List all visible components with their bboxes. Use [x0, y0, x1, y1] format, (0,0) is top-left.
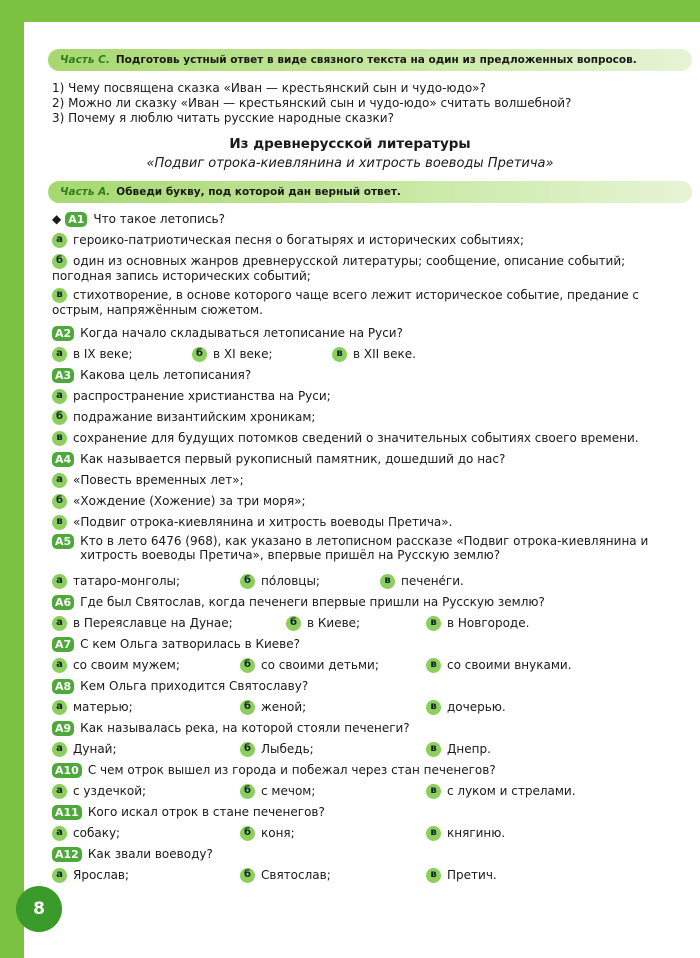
option-text: женой;	[261, 700, 307, 714]
answer-option[interactable]	[52, 389, 331, 404]
answer-option[interactable]	[380, 574, 464, 589]
option-text: татаро-монголы;	[73, 574, 181, 588]
option-letter[interactable]: а	[52, 868, 67, 883]
answer-option[interactable]	[52, 574, 180, 589]
question-text: Как называлась река, на которой стояли печенеги?	[80, 721, 410, 735]
option-text: печене́ги.	[401, 574, 464, 588]
option-text: с луком и стрелами.	[447, 784, 576, 798]
answer-option[interactable]	[52, 515, 452, 530]
option-text: Ярослав;	[73, 868, 130, 882]
answer-option[interactable]	[52, 826, 120, 841]
green-top-strip	[24, 0, 700, 22]
part-c-question-2: 2) Можно ли сказку «Иван — крестьянский сын и чудо-юдо» считать волшебной?	[52, 96, 572, 110]
answer-option[interactable]	[52, 410, 315, 425]
question-text: Где был Святослав, когда печенеги впервые пришли на Русскую землю?	[80, 595, 545, 609]
answer-option[interactable]	[52, 658, 180, 673]
option-text: матерью;	[73, 700, 133, 714]
diamond-icon: ◆	[52, 212, 62, 226]
option-letter[interactable]: в	[426, 784, 441, 799]
option-letter[interactable]: б	[240, 574, 255, 589]
part-c-tag: Часть С.	[60, 54, 110, 66]
option-letter[interactable]: в	[426, 868, 441, 883]
option-letter[interactable]: а	[52, 616, 67, 631]
option-letter[interactable]: а	[52, 658, 67, 673]
question-text: Как звали воеводу?	[87, 847, 213, 861]
answer-option[interactable]	[52, 868, 129, 883]
option-letter[interactable]: в	[426, 616, 441, 631]
option-text: «Подвиг отрока-киевлянина и хитрость воеводы Претича».	[73, 515, 453, 529]
option-letter[interactable]: в	[52, 288, 67, 303]
option-letter[interactable]: б	[240, 658, 255, 673]
option-text: в XI веке;	[213, 347, 273, 361]
option-letter[interactable]: в	[426, 826, 441, 841]
part-c-instruction: Подготовь устный ответ в виде связного текста на один из предложенных вопросов.	[115, 54, 637, 66]
page-number: 8	[16, 886, 62, 932]
question-badge: А5	[52, 534, 74, 549]
option-letter[interactable]: в	[426, 658, 441, 673]
question-a1	[52, 212, 225, 227]
answer-option[interactable]	[426, 700, 506, 715]
option-text: коня;	[261, 826, 295, 840]
question-text: Кто в лето 6476 (968), как указано в летописном рассказе «Подвиг отрока-киевлянина и хитрость воеводы Претича», впервые пришёл на Русскую землю?	[80, 534, 649, 562]
answer-option[interactable]	[240, 868, 331, 883]
option-text: стихотворение, в основе которого чаще всего лежит историческое событие, предание с острым, напряжённым сюжетом.	[52, 288, 639, 317]
part-c-question-3: 3) Почему я люблю читать русские народные сказки?	[52, 111, 394, 125]
option-text: «Повесть временных лет»;	[73, 473, 244, 487]
option-text: подражание византийским хроникам;	[73, 410, 316, 424]
option-text: в Киеве;	[307, 616, 361, 630]
answer-option[interactable]	[240, 658, 379, 673]
question-text: Какова цель летописания?	[80, 368, 252, 382]
option-letter[interactable]: б	[52, 494, 67, 509]
option-letter[interactable]: а	[52, 233, 67, 248]
answer-option[interactable]	[52, 473, 244, 488]
option-letter[interactable]: а	[52, 389, 67, 404]
option-text: в Новгороде.	[447, 616, 530, 630]
section-subtitle: «Подвиг отрока-киевлянина и хитрость воеводы Претича»	[146, 156, 554, 171]
part-a-header	[48, 181, 692, 203]
option-text: со своими детьми;	[261, 658, 379, 672]
question-text: С чем отрок вышел из города и побежал через стан печенегов?	[87, 763, 496, 777]
answer-option[interactable]	[52, 742, 117, 757]
question-a8	[52, 679, 308, 694]
question-badge: А4	[52, 452, 74, 467]
question-text: С кем Ольга затворилась в Киеве?	[80, 637, 300, 651]
option-text: в XII веке.	[353, 347, 416, 361]
option-letter[interactable]: в	[426, 700, 441, 715]
part-c-header	[48, 49, 692, 71]
option-text: княгиню.	[447, 826, 506, 840]
question-text: Кого искал отрок в стане печенегов?	[87, 805, 325, 819]
part-c-question-1: 1) Чему посвящена сказка «Иван — крестьянский сын и чудо-юдо»?	[52, 81, 486, 95]
option-letter[interactable]: а	[52, 574, 67, 589]
question-a5	[52, 534, 672, 562]
question-badge: А8	[52, 679, 74, 694]
answer-option[interactable]	[332, 347, 416, 362]
question-a11	[52, 805, 325, 820]
option-letter[interactable]: в	[52, 515, 67, 530]
question-badge: А3	[52, 368, 74, 383]
option-letter[interactable]: в	[52, 431, 67, 446]
question-a9	[52, 721, 410, 736]
question-a2	[52, 326, 403, 341]
answer-option[interactable]	[52, 288, 662, 317]
question-badge: А1	[65, 212, 87, 227]
answer-option[interactable]	[52, 431, 639, 446]
answer-option[interactable]	[52, 347, 133, 362]
option-text: в IX веке;	[73, 347, 133, 361]
question-text: Как называется первый рукописный памятник, дошедший до нас?	[80, 452, 506, 466]
answer-option[interactable]	[426, 742, 491, 757]
option-text: со своим мужем;	[73, 658, 180, 672]
question-text: Что такое летопись?	[93, 212, 225, 226]
question-a10	[52, 763, 496, 778]
answer-option[interactable]	[426, 616, 529, 631]
option-letter[interactable]: а	[52, 742, 67, 757]
answer-option[interactable]	[240, 700, 306, 715]
option-letter[interactable]: б	[286, 616, 301, 631]
answer-option[interactable]	[52, 700, 133, 715]
question-a6	[52, 595, 545, 610]
question-text: Когда начало складываться летописание на Руси?	[80, 326, 403, 340]
question-a3	[52, 368, 251, 383]
question-badge: А10	[52, 763, 82, 778]
option-letter[interactable]: б	[240, 784, 255, 799]
option-letter[interactable]: в	[332, 347, 347, 362]
question-badge: А6	[52, 595, 74, 610]
option-letter[interactable]: б	[192, 347, 207, 362]
answer-option[interactable]	[52, 616, 233, 631]
answer-option[interactable]	[240, 574, 320, 589]
answer-option[interactable]	[52, 784, 146, 799]
question-badge: А11	[52, 805, 82, 820]
answer-option[interactable]	[426, 868, 497, 883]
answer-option[interactable]	[286, 616, 360, 631]
part-a-tag: Часть А.	[60, 186, 111, 198]
part-a-instruction: Обведи букву, под которой дан верный ответ.	[116, 186, 401, 198]
option-letter[interactable]: в	[380, 574, 395, 589]
question-badge: А2	[52, 326, 74, 341]
option-letter[interactable]: б	[240, 868, 255, 883]
option-text: Лыбедь;	[261, 742, 314, 756]
question-badge: А12	[52, 847, 82, 862]
question-a12	[52, 847, 213, 862]
answer-option[interactable]	[240, 742, 314, 757]
option-letter[interactable]: в	[426, 742, 441, 757]
option-text: героико-патриотическая песня о богатырях и исторических событиях;	[73, 233, 525, 247]
option-text: Днепр.	[447, 742, 491, 756]
answer-option[interactable]	[240, 826, 295, 841]
question-a7	[52, 637, 300, 652]
answer-option[interactable]	[240, 784, 315, 799]
option-letter[interactable]: б	[52, 410, 67, 425]
question-a4	[52, 452, 505, 467]
question-text: Кем Ольга приходится Святославу?	[80, 679, 309, 693]
answer-option[interactable]	[192, 347, 273, 362]
answer-option[interactable]	[426, 784, 576, 799]
answer-option[interactable]	[426, 826, 505, 841]
option-letter[interactable]: а	[52, 826, 67, 841]
option-text: Дунай;	[73, 742, 117, 756]
section-title: Из древнерусской литературы	[229, 136, 471, 152]
option-text: один из основных жанров древнерусской литературы; сообщение, описание событий; погодная запись исторических событий;	[52, 254, 626, 283]
option-text: собаку;	[73, 826, 121, 840]
answer-option[interactable]	[52, 494, 306, 509]
option-letter[interactable]: а	[52, 784, 67, 799]
answer-option[interactable]	[426, 658, 572, 673]
answer-option[interactable]	[52, 233, 524, 248]
option-text: со своими внуками.	[447, 658, 572, 672]
option-text: распространение христианства на Руси;	[73, 389, 331, 403]
question-badge: А9	[52, 721, 74, 736]
option-text: Претич.	[447, 868, 497, 882]
option-text: по́ловцы;	[261, 574, 320, 588]
question-badge: А7	[52, 637, 74, 652]
option-text: «Хождение (Хожение) за три моря»;	[73, 494, 306, 508]
option-letter[interactable]: б	[240, 700, 255, 715]
option-letter[interactable]: а	[52, 473, 67, 488]
option-letter[interactable]: б	[52, 254, 67, 269]
option-letter[interactable]: б	[240, 826, 255, 841]
answer-option[interactable]	[52, 254, 662, 283]
option-letter[interactable]: а	[52, 700, 67, 715]
option-text: дочерью.	[447, 700, 506, 714]
option-letter[interactable]: б	[240, 742, 255, 757]
option-text: сохранение для будущих потомков сведений о значительных событиях своего времени.	[73, 431, 639, 445]
option-text: с мечом;	[261, 784, 316, 798]
option-text: в Переяславце на Дунае;	[73, 616, 233, 630]
option-text: Святослав;	[261, 868, 331, 882]
option-text: с уздечкой;	[73, 784, 147, 798]
option-letter[interactable]: а	[52, 347, 67, 362]
